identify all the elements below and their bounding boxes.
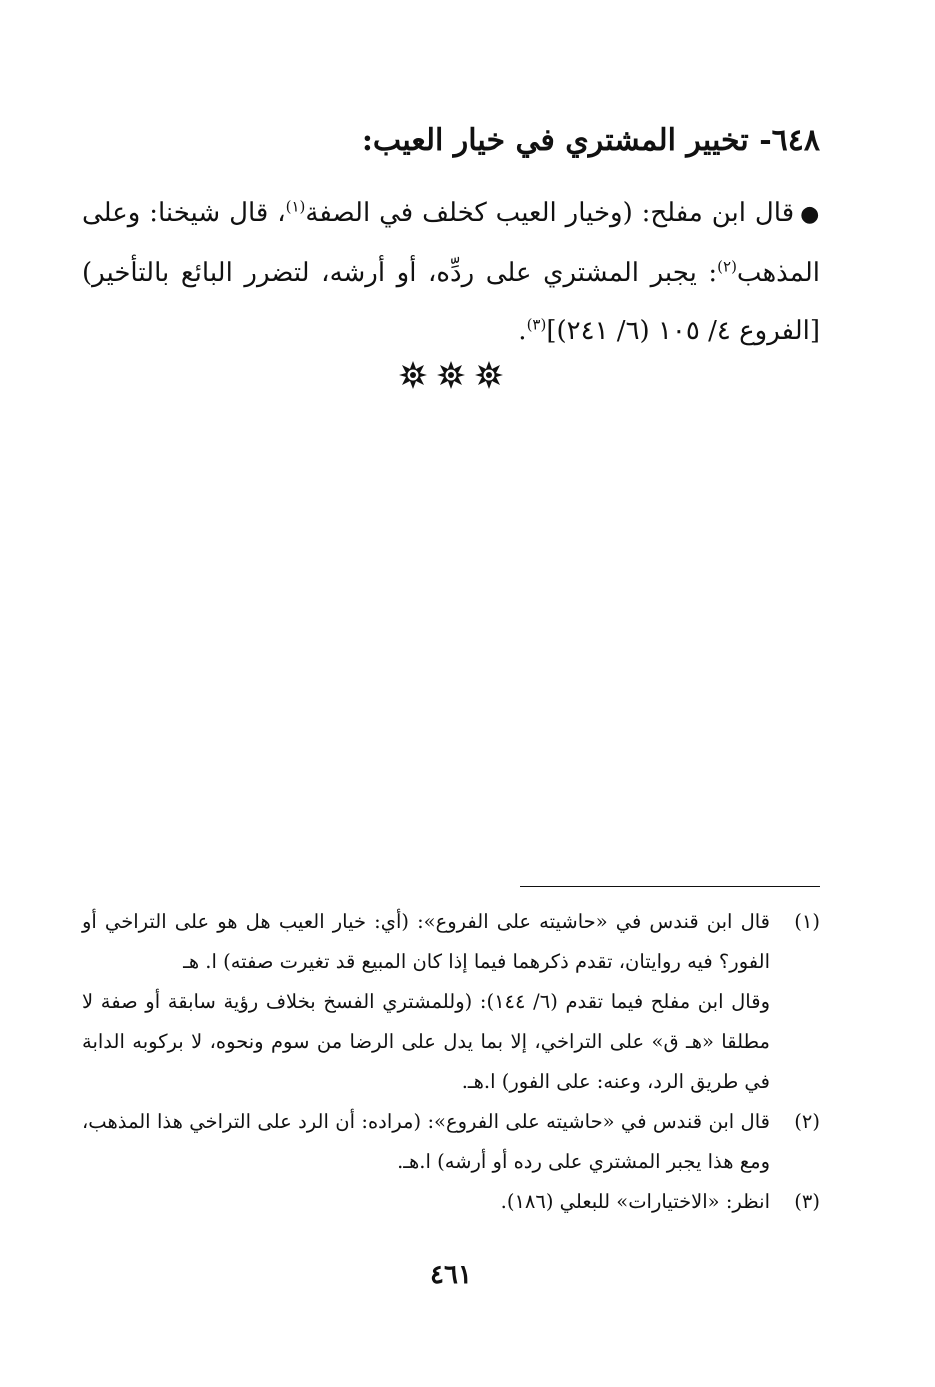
- body-part-4: .: [518, 316, 527, 346]
- footnote-paragraph: قال ابن قندس في «حاشيته على الفروع»: (أي: خيار العيب هل هو على التراخي أو الفور؟ فيه روايتان، تقدم ذكرهما فيما إذا كان المبيع قد تغيرت صفته) ا. هـ: [82, 910, 770, 973]
- page-number: ٤٦١: [430, 1260, 472, 1290]
- footnote-paragraph: انظر: «الاختيارات» للبعلي (١٨٦).: [500, 1190, 770, 1213]
- main-paragraph: [82, 184, 820, 360]
- book-page: [82, 0, 820, 1387]
- section-heading: ٦٤٨- تخيير المشتري في خيار العيب:: [361, 123, 820, 158]
- footnote-number: (١): [794, 910, 820, 933]
- footnote-text: [82, 1102, 770, 1182]
- section-separator: [82, 360, 820, 404]
- footnote-ref-3[interactable]: (٣): [526, 315, 547, 334]
- footnote-number: (٣): [794, 1190, 820, 1213]
- footnote-text: [82, 902, 770, 1102]
- footnote-ref-1[interactable]: (١): [285, 197, 306, 216]
- body-part-2: ، قال شيخنا: وعلى المذهب: [82, 198, 820, 288]
- footnote-text: [82, 1182, 770, 1222]
- ornament-star-icon: [474, 360, 504, 390]
- footnote-1: [82, 902, 820, 1102]
- body-part-3: : يجبر المشتري على ردِّه، أو أرشه، لتضرر البائع بالتأخير) [الفروع ٤/ ١٠٥ (٦/ ٢٤١)]: [82, 258, 820, 346]
- footnote-paragraph: وقال ابن مفلح فيما تقدم (٦/ ١٤٤): (وللمشتري الفسخ بخلاف رؤية سابقة أو صفة لا مطلقا «هـ ق» على التراخي، إلا بما يدل على الرضا من سوم ونحوه، لا بركوبه الدابة في طريق الرد، وعنه: على الفور) ا.هـ.: [82, 990, 770, 1093]
- footnote-number: (٢): [794, 1110, 820, 1133]
- footnote-divider: [520, 886, 820, 887]
- bullet-icon: ●: [800, 202, 820, 227]
- footnote-2: [82, 1102, 820, 1182]
- ornament-star-icon: [398, 360, 428, 390]
- footnote-paragraph: قال ابن قندس في «حاشيته على الفروع»: (مراده: أن الرد على التراخي هذا المذهب، ومع هذا يجبر المشتري على رده أو أرشه) ا.هـ.: [82, 1110, 770, 1173]
- ornament-star-icon: [436, 360, 466, 390]
- footnote-ref-2[interactable]: (٢): [717, 257, 737, 276]
- body-part-1: قال ابن مفلح: (وخيار العيب كخلف في الصفة: [305, 198, 795, 228]
- footnotes: [82, 902, 820, 1222]
- footnote-3: [82, 1182, 820, 1222]
